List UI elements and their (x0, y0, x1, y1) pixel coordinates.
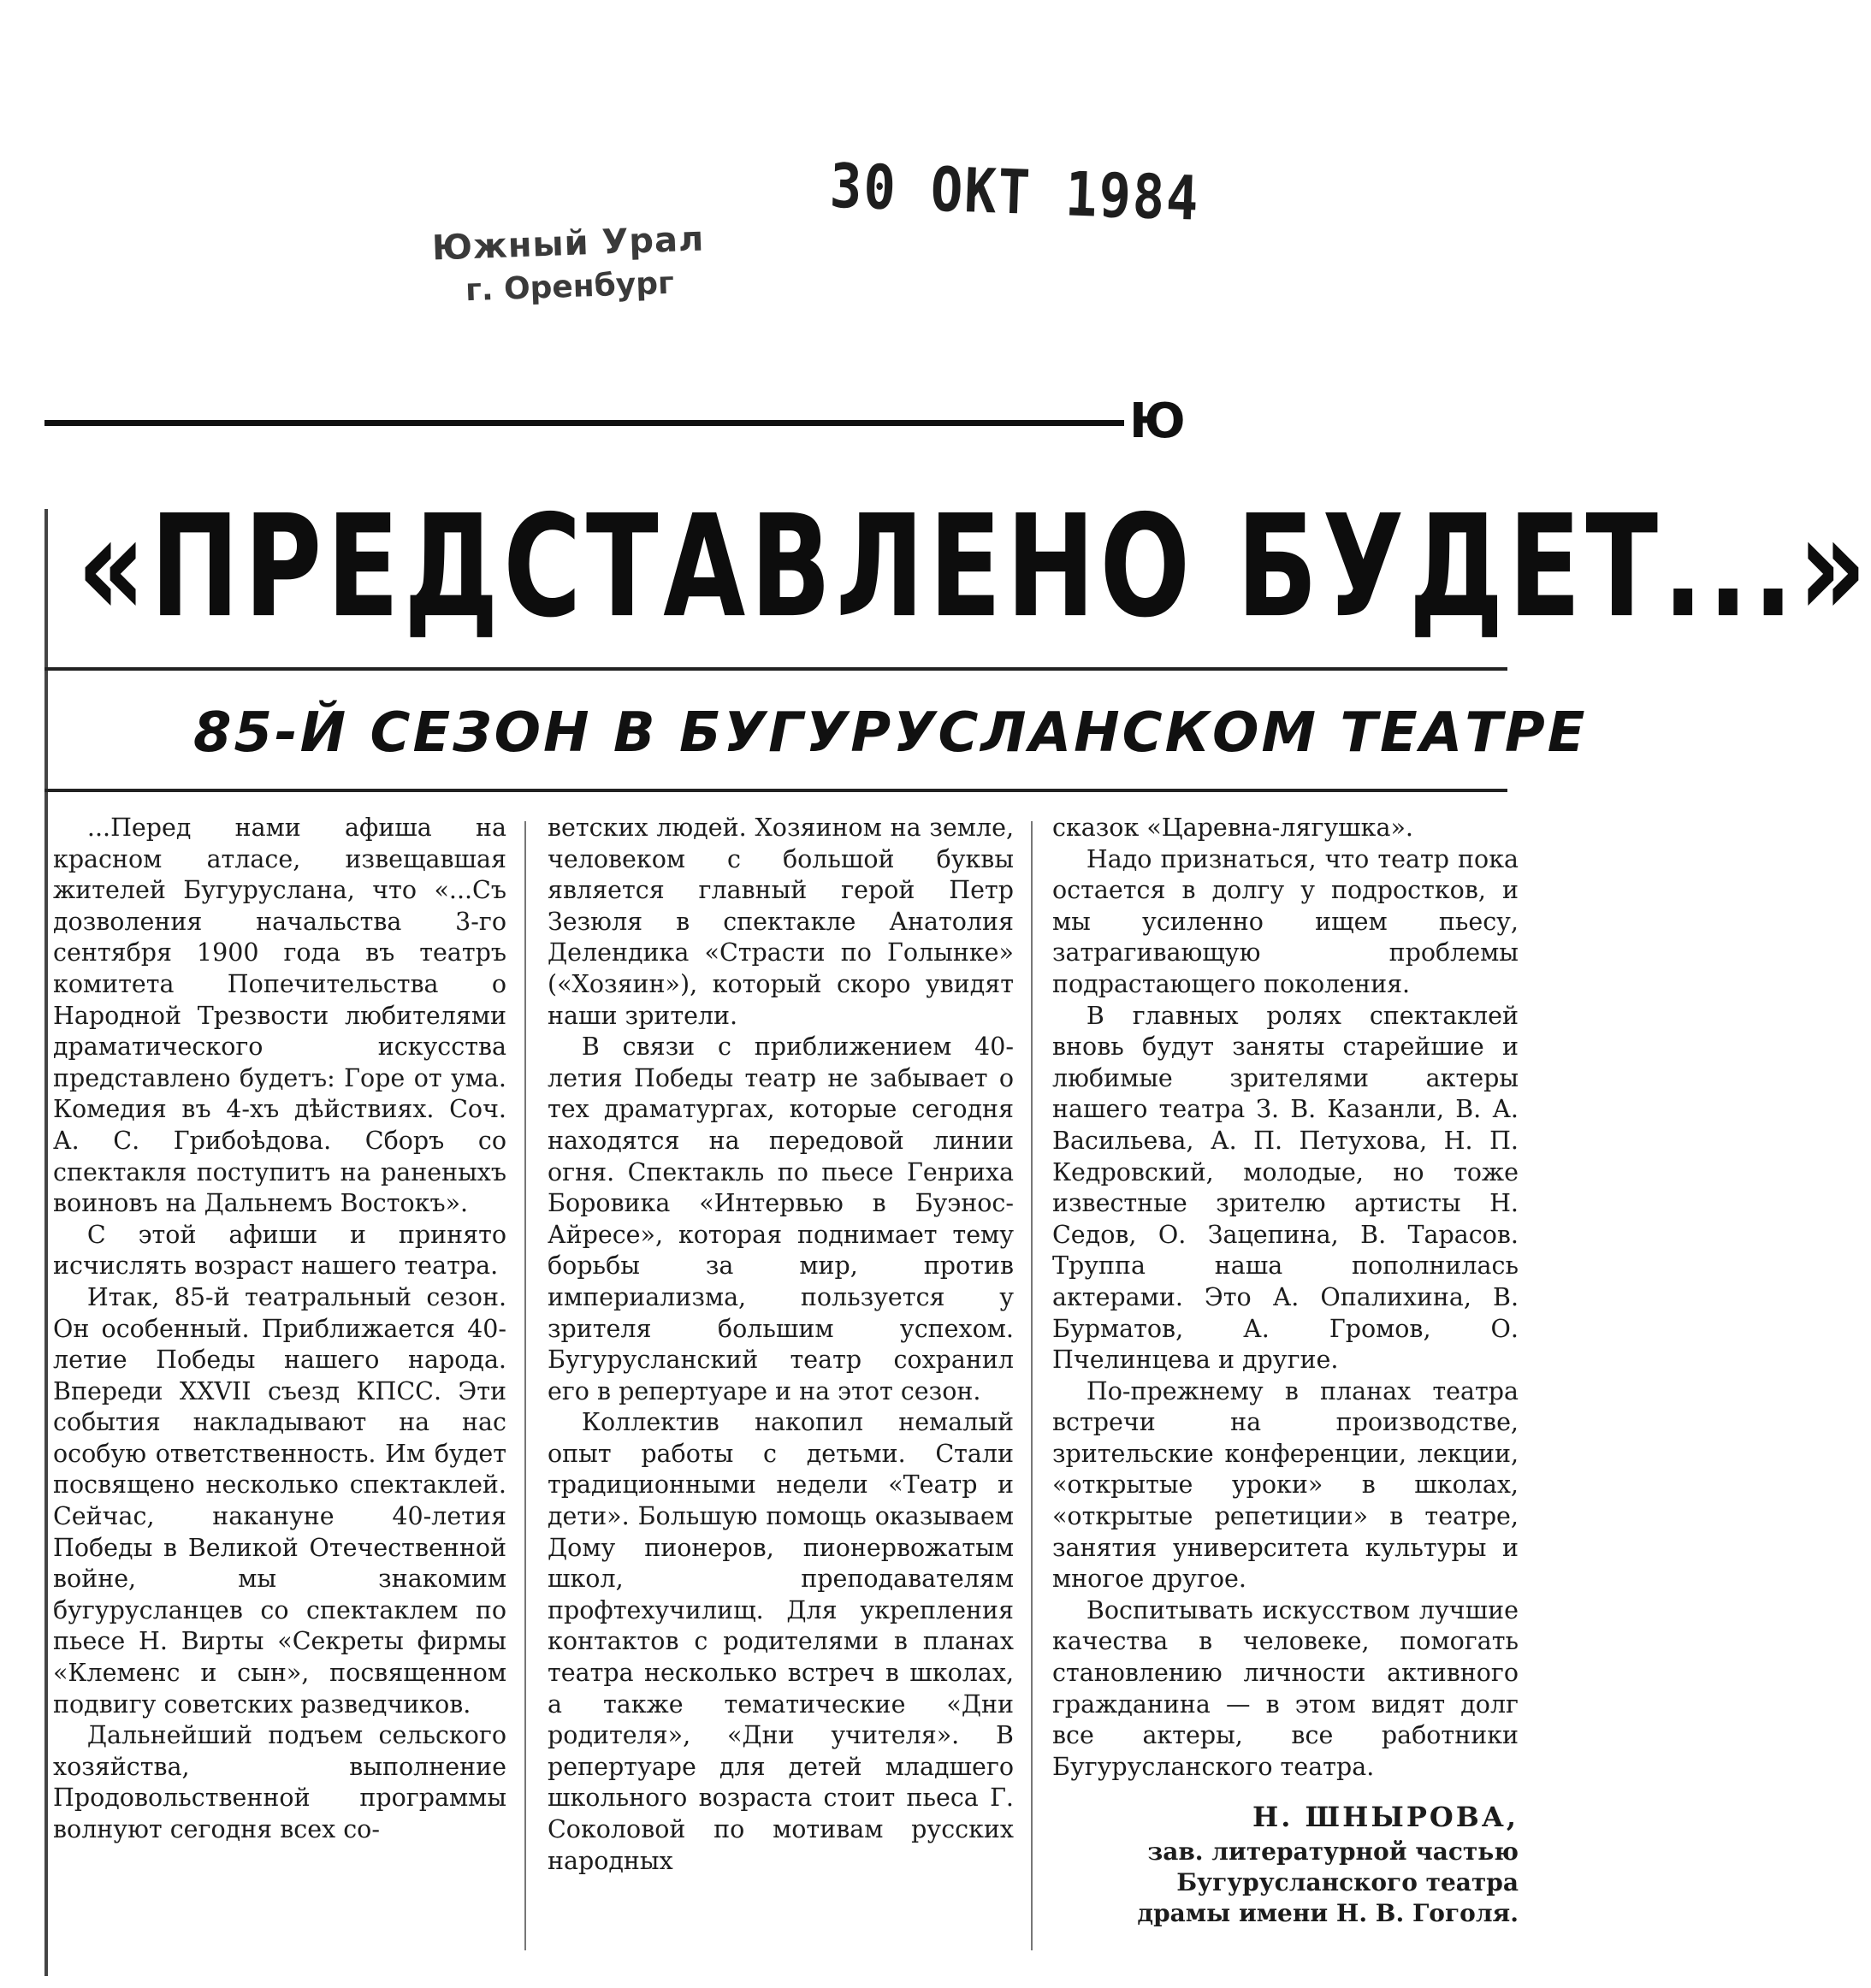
column-separator (1031, 821, 1033, 1950)
paragraph: Коллектив накопил немалый опыт работы с детьми. Стали традиционными недели «Театр и дети». Большую помощь оказываем Дому пионеров, пионервожатым школ, преподавателям профтехучилищ. Для укрепления контактов с родителями в планах театра несколько встреч в школах, а также тематические «Дни родителя», «Дни учителя». В репертуаре для детей младшего школьного возраста стоит пьеса Г. Соколовой по мотивам русских народных (548, 1408, 1014, 1875)
headline-rule (44, 667, 1507, 671)
top-rule (44, 420, 1124, 426)
paragraph: ветских людей. Хозяином на земле, человеком с большой буквы является главный герой Петр Зезюля в спектакле Анатолия Делендика «Страсти по Голынке» («Хозяин»), который скоро увидят наши зрители. (548, 814, 1014, 1030)
rule-mark: Ю (1129, 393, 1186, 449)
paragraph: Воспитывать искусством лучшие качества в человеке, помогать становлению личности активного гражданина — в этом видят долг все актеры, все работники Бугурусланского театра. (1052, 1595, 1519, 1781)
date-stamp: 30 ОКТ 1984 (828, 150, 1201, 234)
paragraph: ...Перед нами афиша на красном атласе, извещавшая жителей Бугуруслана, что «...Съ дозволения начальства 3-го сентября 1900 года въ театръ комитета Попечительства о Народной Трезвости любителями драматического искусства представлено будетъ: Горе от ума. Комедия въ 4-хъ дѣйствиях. Соч. А. С. Грибоѣдова. Сборъ со спектакля поступитъ на раненыхъ воиновъ на Дальнемъ Востокъ». (53, 814, 506, 1218)
stamp-newspaper-name: Южный Урал (431, 219, 705, 269)
article-column-2 (548, 813, 1014, 1950)
paragraph: В связи с приближением 40-летия Победы театр не забывает о тех драматургах, которые сегодня находятся на передовой линии огня. Спектакль по пьесе Генриха Боровика «Интервью в Буэнос-Айресе», которая поднимает тему борьбы за мир, против империализма, пользуется у зрителя большим успехом. Бугурусланский театр сохранил его в репертуаре и на этот сезон. (548, 1032, 1014, 1405)
author-role: драмы имени Н. В. Гоголя. (1137, 1899, 1519, 1927)
article-column-1 (53, 813, 506, 1950)
stamp-city: г. Оренбург (465, 265, 675, 309)
source-stamp (413, 216, 724, 314)
paragraph: сказок «Царевна-лягушка». (1052, 814, 1413, 842)
paragraph: Дальнейший подъем сельского хозяйства, выполнение Продовольственной программы волнуют сегодня всех со- (53, 1721, 506, 1843)
author-role: Бугурусланского театра (1176, 1868, 1519, 1896)
frame-left-border (44, 509, 48, 1976)
paragraph: По-прежнему в планах театра встречи на производстве, зрительские конференции, лекции, «открытые уроки» в школах, «открытые репетиции» в театре, занятия университета культуры и многое другое. (1052, 1376, 1519, 1594)
column-separator (524, 821, 526, 1950)
author-role: зав. литературной частью (1147, 1837, 1519, 1866)
paragraph: В главных ролях спектаклей вновь будут заняты старейшие и любимые зрителями актеры нашего театра З. В. Казанли, В. А. Васильева, А. П. Петухова, Н. П. Кедровский, молодые, но тоже известные зрителю артисты Н. Седов, О. Зацепина, В. Тарасов. Труппа наша пополнилась актерами. Это А. Опалихина, В. Бурматов, А. Громов, О. Пчелинцева и другие. (1052, 1001, 1519, 1375)
paragraph: Итак, 85-й театральный сезон. Он особенный. Приближается 40-летие Победы нашего народа. Впереди XXVII съезд КПСС. Эти события накладывают на нас особую ответственность. Им будет посвящено несколько спектаклей. Сейчас, накануне 40-летия Победы в Великой Отечественной войне, мы знакомим бугурусланцев со спектаклем по пьесе Н. Вирты «Секреты фирмы «Клеменс и сын», посвященном подвигу советских разведчиков. (53, 1282, 506, 1719)
paragraph: С этой афиши и принято исчислять возраст нашего театра. (53, 1220, 506, 1281)
author-signature (1052, 1802, 1519, 1929)
article-subheadline: 85-Й СЕЗОН В БУГУРУСЛАНСКОМ ТЕАТРЕ (193, 701, 1588, 765)
author-name: Н. ШНЫРОВА, (1252, 1801, 1519, 1834)
article-column-3 (1052, 813, 1519, 1950)
paragraph: Надо признаться, что театр пока остается в долгу у подростков, и мы усиленно ищем пьесу, затрагивающую проблемы подрастающего поколения. (1052, 844, 1519, 998)
subheadline-rule (44, 789, 1507, 792)
article-headline: «ПРЕДСТАВЛЕНО БУДЕТ...» (77, 484, 1871, 649)
